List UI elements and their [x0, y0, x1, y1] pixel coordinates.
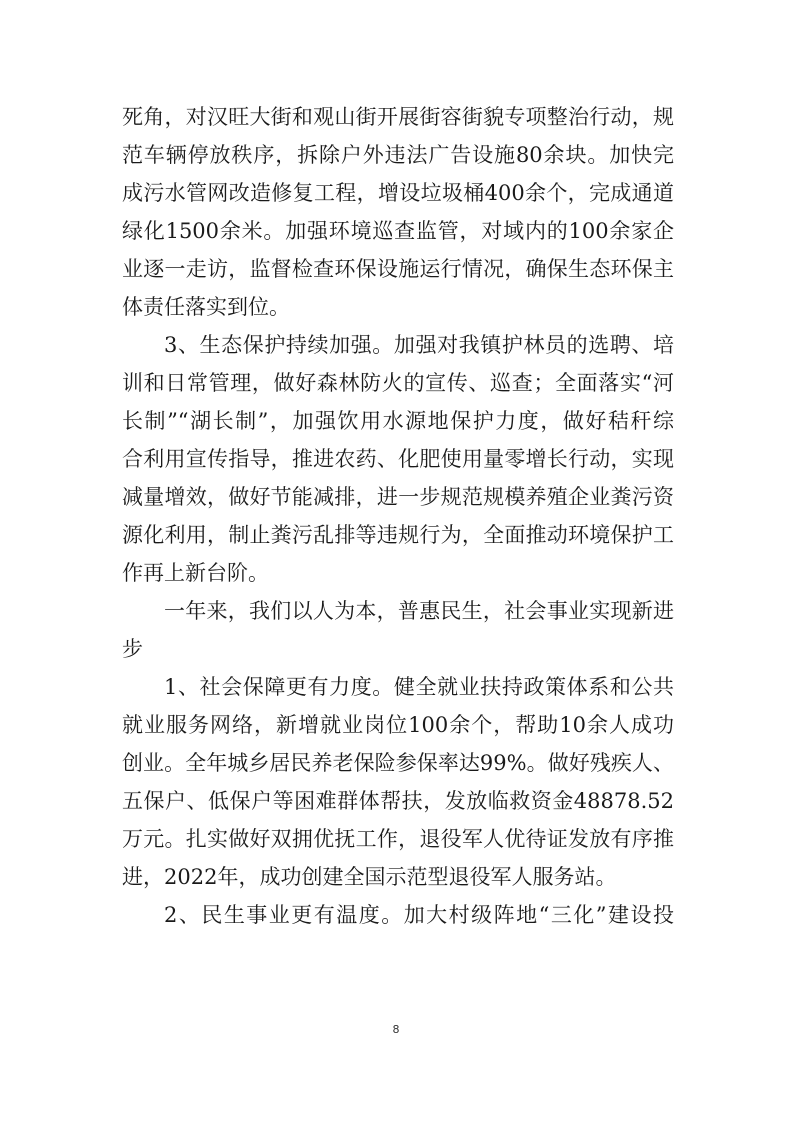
text-line: 成污水管网改造修复工程，增设垃圾桶400余个，完成通道	[122, 181, 674, 205]
text-line: 源化利用，制止粪污乱排等违规行为，全面推动环境保护工	[122, 523, 674, 547]
text-line: 进，2022年，成功创建全国示范型退役军人服务站。	[122, 865, 617, 889]
text-line: 作再上新台阶。	[122, 561, 269, 585]
text-line: 万元。扎实做好双拥优抚工作，退役军人优待证发放有序推	[122, 827, 674, 851]
text-line: 长制”“湖长制”，加强饮用水源地保护力度，做好秸秆综	[122, 409, 674, 433]
page-number: 8	[392, 1023, 400, 1036]
text-line: 五保户、低保户等困难群体帮扶，发放临救资金48878.52	[122, 789, 674, 813]
text-line: 减量增效，做好节能减排，进一步规范规模养殖企业粪污资	[122, 485, 674, 509]
text-line: 步	[122, 637, 143, 661]
body-text	[122, 98, 674, 934]
text-line: 创业。全年城乡居民养老保险参保率达99%。做好残疾人、	[122, 751, 674, 775]
text-line: 2、民生事业更有温度。加大村级阵地“三化”建设投	[164, 903, 674, 927]
text-line: 死角，对汉旺大街和观山街开展街容街貌专项整治行动，规	[122, 105, 674, 129]
text-line: 3、生态保护持续加强。加强对我镇护林员的选聘、培	[164, 333, 674, 357]
text-line: 绿化1500余米。加强环境巡查监管，对域内的100余家企	[122, 219, 674, 243]
text-line: 合利用宣传指导，推进农药、化肥使用量零增长行动，实现	[122, 447, 674, 471]
text-line: 1、社会保障更有力度。健全就业扶持政策体系和公共	[164, 675, 674, 699]
text-line: 就业服务网络，新增就业岗位100余个，帮助10余人成功	[122, 713, 674, 737]
text-line: 业逐一走访，监督检查环保设施运行情况，确保生态环保主	[122, 257, 674, 281]
text-line: 体责任落实到位。	[122, 295, 290, 319]
text-line: 训和日常管理，做好森林防火的宣传、巡查；全面落实“河	[122, 371, 674, 395]
text-line: 范车辆停放秩序，拆除户外违法广告设施80余块。加快完	[122, 143, 674, 167]
text-line: 一年来，我们以人为本，普惠民生，社会事业实现新进	[164, 599, 674, 623]
